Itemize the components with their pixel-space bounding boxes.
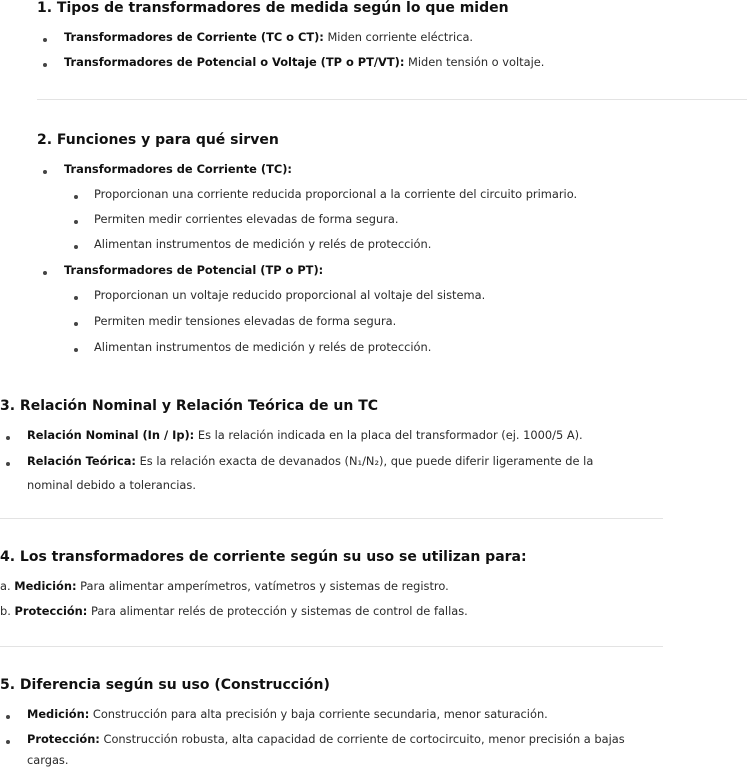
- s1-item-1-text: Miden corriente eléctrica.: [323, 30, 474, 44]
- bullet-icon: [6, 715, 10, 719]
- s3-item-1: [27, 428, 583, 442]
- bullet-icon: [43, 63, 47, 67]
- s2-tp-label: [64, 263, 323, 277]
- s4-item-b: [0, 604, 468, 618]
- s1-item-1: [64, 30, 473, 44]
- s5-item-1-text: Construcción para alta precisión y baja corriente secundaria, menor saturación.: [89, 707, 548, 721]
- s5-item-1-label: Medición:: [27, 707, 90, 721]
- s4-item-a-text: Para alimentar amperímetros, vatímetros y sistemas de registro.: [76, 579, 449, 593]
- divider: [0, 518, 663, 519]
- s2-tp-sub-1: Proporcionan un voltaje reducido proporcional al voltaje del sistema.: [94, 288, 486, 302]
- s4-item-a-label: Medición:: [14, 579, 77, 593]
- s5-item-2-cont: cargas.: [27, 753, 69, 767]
- s2-tp-sub-3: Alimentan instrumentos de medición y relés de protección.: [94, 340, 432, 354]
- s5-item-1: [27, 707, 548, 721]
- divider: [37, 99, 747, 100]
- section-2-title: 2. Funciones y para qué sirven: [37, 132, 279, 148]
- s3-item-2-label: Relación Teórica:: [27, 454, 136, 468]
- section-1-title: 1. Tipos de transformadores de medida según lo que miden: [37, 0, 509, 16]
- s1-item-2: [64, 55, 544, 69]
- s2-tp-label-text: Transformadores de Potencial (TP o PT):: [64, 263, 324, 277]
- s3-item-2-text: Es la relación exacta de devanados (N₁/N₂), que puede diferir ligeramente de la: [135, 454, 594, 468]
- s2-tc-sub-1: Proporcionan una corriente reducida proporcional a la corriente del circuito primario.: [94, 187, 578, 201]
- bullet-icon: [74, 195, 78, 199]
- s2-tc-sub-3: Alimentan instrumentos de medición y relés de protección.: [94, 237, 432, 251]
- s3-item-2: [27, 454, 593, 468]
- bullet-icon: [6, 740, 10, 744]
- section-5-title: 5. Diferencia según su uso (Construcción): [0, 677, 330, 693]
- s2-tp-sub-2: Permiten medir tensiones elevadas de forma segura.: [94, 314, 397, 328]
- s1-item-1-label: Transformadores de Corriente (TC o CT):: [64, 30, 324, 44]
- bullet-icon: [74, 296, 78, 300]
- s3-item-2-cont: nominal debido a tolerancias.: [27, 478, 196, 492]
- s2-tc-label-text: Transformadores de Corriente (TC):: [64, 162, 292, 176]
- bullet-icon: [74, 322, 78, 326]
- s2-tc-label: [64, 162, 292, 176]
- s3-item-1-label: Relación Nominal (In / Ip):: [27, 428, 195, 442]
- s4-item-b-label: Protección:: [14, 604, 88, 618]
- s1-item-2-text: Miden tensión o voltaje.: [404, 55, 545, 69]
- bullet-icon: [6, 436, 10, 440]
- section-3-title: 3. Relación Nominal y Relación Teórica de un TC: [0, 398, 379, 414]
- s3-item-1-text: Es la relación indicada en la placa del transformador (ej. 1000/5 A).: [194, 428, 583, 442]
- bullet-icon: [74, 220, 78, 224]
- s5-item-2-label: Protección:: [27, 732, 100, 746]
- bullet-icon: [43, 38, 47, 42]
- s2-tc-sub-2: Permiten medir corrientes elevadas de forma segura.: [94, 212, 399, 226]
- s5-item-2-text: Construcción robusta, alta capacidad de corriente de cortocircuito, menor precisión a bajas: [99, 732, 625, 746]
- s4-item-b-text: Para alimentar relés de protección y sistemas de control de fallas.: [87, 604, 468, 618]
- bullet-icon: [43, 271, 47, 275]
- bullet-icon: [6, 462, 10, 466]
- s5-item-2: [27, 732, 625, 746]
- bullet-icon: [74, 245, 78, 249]
- s4-item-a: [0, 579, 449, 593]
- s1-item-2-label: Transformadores de Potencial o Voltaje (TP o PT/VT):: [64, 55, 405, 69]
- bullet-icon: [74, 348, 78, 352]
- divider: [0, 646, 663, 647]
- bullet-icon: [43, 170, 47, 174]
- s4-item-a-prefix: a.: [0, 579, 15, 593]
- s4-item-b-prefix: b.: [0, 604, 15, 618]
- section-4-title: 4. Los transformadores de corriente según su uso se utilizan para:: [0, 549, 527, 565]
